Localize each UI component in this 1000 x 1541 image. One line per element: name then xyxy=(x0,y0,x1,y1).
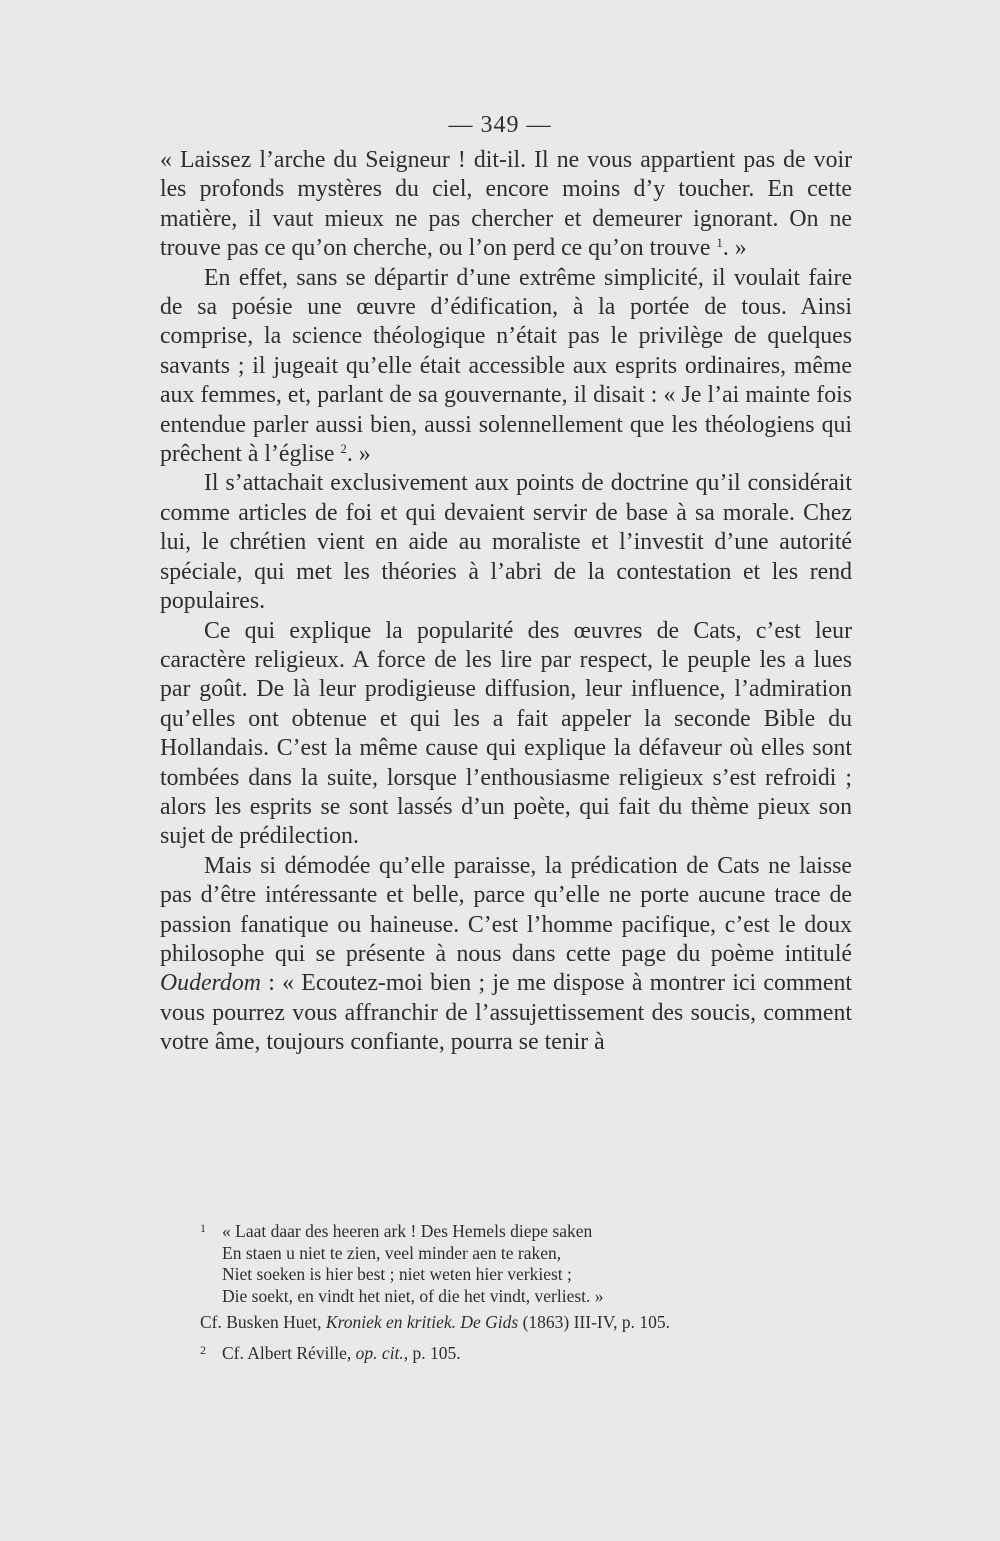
footnote-1-verse-1-text: « Laat daar des heeren ark ! Des Hemels diepe saken xyxy=(222,1221,593,1241)
paragraph-5 xyxy=(160,852,852,1058)
paragraph-2 xyxy=(160,264,852,470)
footnote-1-citation-author: Cf. Busken Huet, xyxy=(200,1312,326,1332)
paragraph-2-end: . » xyxy=(346,441,371,468)
footnotes xyxy=(200,1218,820,1364)
body-text xyxy=(160,146,852,1058)
paragraph-1-end: . » xyxy=(722,235,747,262)
footnote-1-citation xyxy=(200,1312,820,1334)
paragraph-4: Ce qui explique la popularité des œuvres de Cats, c’est leur caractère religieux. A force de les lire par respect, le peuple les a lues par goût. De là leur prodigieuse diffusion, leur influence, l’admiration qu’elles ont obtenue et qui les a fait appeler la seconde Bible du Hollandais. C’est la même cause qui explique la défaveur où elles sont tombées dans la suite, lorsque l’enthousiasme religieux s’est refroidi ; alors les esprits se sont lassés d’un poète, qui fait du thème pieux son sujet de prédilection. xyxy=(160,617,852,850)
footnote-1-verse-4: Die soekt, en vindt het niet, of die het vindt, verliest. » xyxy=(222,1285,604,1306)
footnote-1-verse-3: Niet soeken is hier best ; niet weten hier verkiest ; xyxy=(222,1264,572,1284)
footnote-1-number: 1 xyxy=(200,1221,206,1235)
footnote-ref-1[interactable]: 1 xyxy=(716,235,723,251)
paragraph-1-text: « Laissez l’arche du Seigneur ! dit-il. Il ne vous appartient pas de voir les profonds mystères du ciel, encore moins d’y toucher. En cette matière, il vaut mieux ne pas chercher et demeurer ignorant. On ne trouve pas ce qu’on cherche, ou l’on perd ce qu’on trouve xyxy=(160,147,852,262)
poem-title: Ouderdom xyxy=(160,970,261,997)
footnote-2 xyxy=(200,1340,820,1365)
footnote-2-title: op. cit. xyxy=(355,1342,404,1363)
paragraph-2-text: En effet, sans se départir d’une extrême simplicité, il voulait faire de sa poésie une œuvre d’édification, à la portée de tous. Ainsi comprise, la science théologique n’était pas le privilège de quelques savants ; il jugeait qu’elle était accessible aux esprits ordinaires, même aux femmes, et, parlant de sa gouvernante, il disait : « Je l’ai mainte fois entendue parler aussi bien, aussi solennellement que les théologiens qui prêchent à l’église xyxy=(160,264,852,468)
footnote-1-citation-details: (1863) III-IV, p. 105. xyxy=(518,1312,671,1332)
paragraph-1 xyxy=(160,146,852,264)
paragraph-5-continuation: : « Ecoutez-moi bien ; je me dispose à montrer ici comment vous pourrez vous affranchir de l’assujettissement des soucis, comment votre âme, toujours confiante, pourra se tenir à xyxy=(160,970,852,1056)
paragraph-5-text: Mais si démodée qu’elle paraisse, la prédication de Cats ne laisse pas d’être intéressante et belle, parce qu’elle ne porte aucune trace de passion fanatique ou haineuse. C’est l’homme pacifique, c’est le doux philosophe qui se présente à nous dans cette page du poème intitulé xyxy=(160,852,852,967)
footnote-1-citation-title: Kroniek en kritiek. De Gids xyxy=(325,1312,519,1332)
footnote-2-number: 2 xyxy=(200,1342,206,1357)
footnote-2-details: , p. 105. xyxy=(403,1342,461,1363)
page-number: — 349 — xyxy=(448,112,552,138)
footnote-1-verse-1 xyxy=(200,1218,820,1243)
footnote-2-author: Cf. Albert Réville, xyxy=(222,1342,356,1363)
footnote-ref-2[interactable]: 2 xyxy=(340,441,347,457)
footnote-1-verse-2: En staen u niet te zien, veel minder aen te raken, xyxy=(222,1242,562,1263)
paragraph-3: Il s’attachait exclusivement aux points de doctrine qu’il considérait comme articles de foi et qui devaient servir de base à sa morale. Chez lui, le chrétien vient en aide au moraliste et l’investit d’une autorité spéciale, qui met les théories à l’abri de la contestation et les rend populaires. xyxy=(160,470,852,615)
